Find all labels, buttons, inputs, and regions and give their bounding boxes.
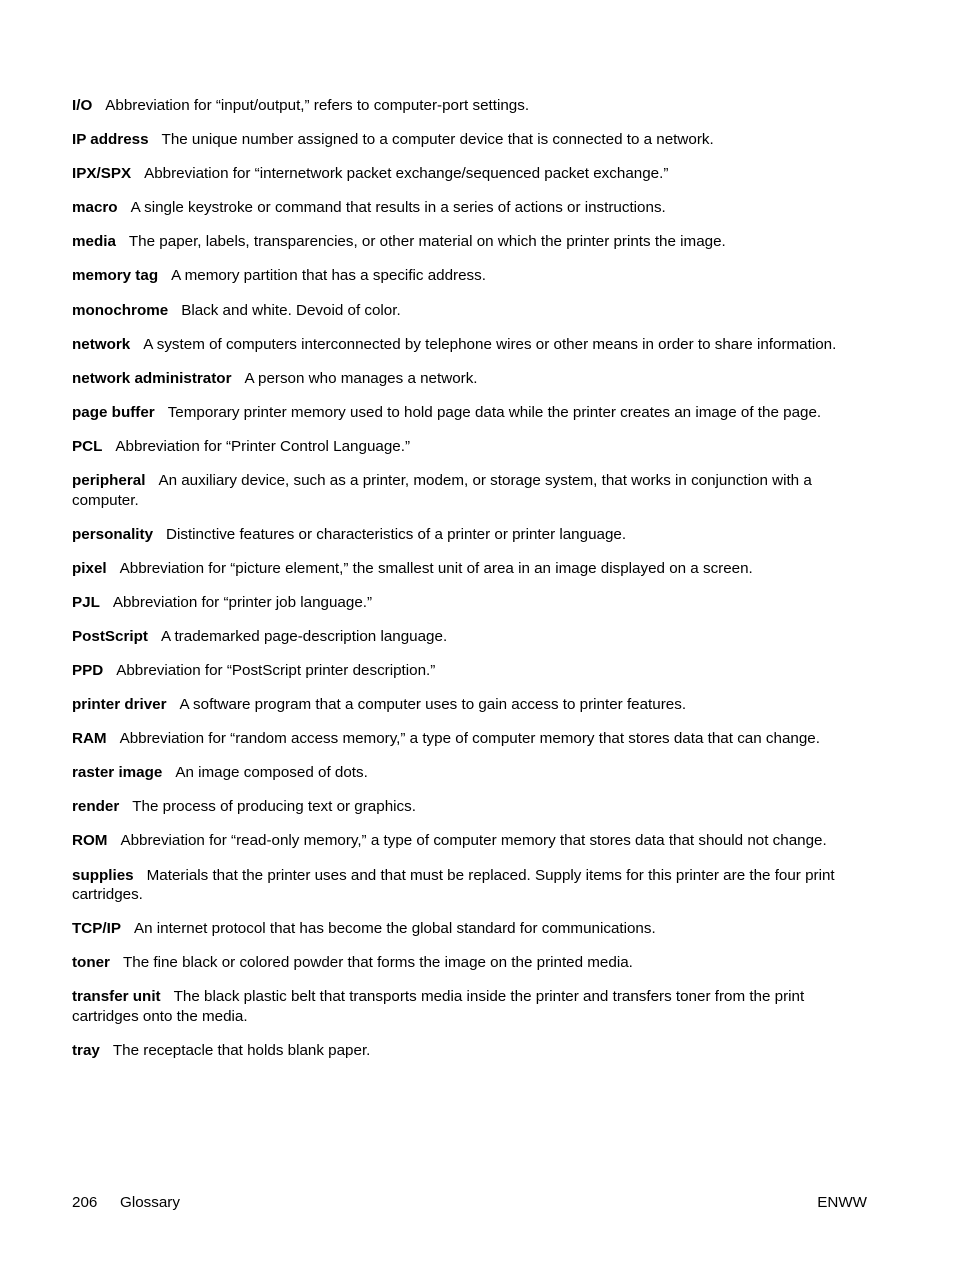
glossary-entry <box>72 831 872 851</box>
glossary-entry <box>72 797 872 817</box>
glossary-entry <box>72 866 872 905</box>
glossary-entry <box>72 164 872 184</box>
glossary-entry <box>72 661 872 681</box>
glossary-entry <box>72 695 872 715</box>
glossary-term: I/O <box>72 97 93 114</box>
glossary-entry <box>72 96 872 116</box>
glossary-definition: Abbreviation for “random access memory,” a type of computer memory that stores data that can change. <box>119 730 820 748</box>
glossary-term: raster image <box>72 764 163 782</box>
glossary-definition: The unique number assigned to a computer device that is connected to a network. <box>161 131 714 149</box>
glossary-term: IP address <box>72 131 149 149</box>
glossary-term: network administrator <box>72 369 232 387</box>
glossary-term: IPX/SPX <box>72 165 132 183</box>
glossary-definition: An internet protocol that has become the global standard for communications. <box>133 920 656 938</box>
glossary-definition: Abbreviation for “Printer Control Language.” <box>115 437 411 455</box>
glossary-definition: The process of producing text or graphics. <box>132 798 416 816</box>
glossary-entry <box>72 627 872 647</box>
glossary-entry <box>72 919 872 939</box>
glossary-term: PCL <box>72 437 103 455</box>
glossary-entry <box>72 987 872 1026</box>
glossary-definition: The black plastic belt that transports media inside the printer and transfers toner from the print cartridges onto the media. <box>72 988 805 1025</box>
glossary-definition: Black and white. Devoid of color. <box>181 301 401 319</box>
glossary-term: PJL <box>72 593 100 611</box>
glossary-definition: A system of computers interconnected by telephone wires or other means in order to share information. <box>143 335 837 353</box>
glossary-definition: Abbreviation for “internetwork packet exchange/sequenced packet exchange.” <box>144 165 669 183</box>
glossary-term: render <box>72 798 120 816</box>
glossary-definition: Abbreviation for “printer job language.” <box>112 593 373 611</box>
glossary-term: media <box>72 233 116 251</box>
glossary-term: toner <box>72 954 110 972</box>
glossary-entry <box>72 953 872 973</box>
glossary-definition: Abbreviation for “read-only memory,” a type of computer memory that stores data that should not change. <box>120 832 827 850</box>
glossary-term: printer driver <box>72 696 167 714</box>
glossary-entry <box>72 729 872 749</box>
glossary-list <box>72 96 872 1075</box>
glossary-definition: Distinctive features or characteristics of a printer or printer language. <box>166 525 627 543</box>
glossary-entry <box>72 763 872 783</box>
glossary-definition: The paper, labels, transparencies, or other material on which the printer prints the image. <box>128 233 726 251</box>
glossary-term: network <box>72 335 131 353</box>
glossary-entry <box>72 266 872 286</box>
glossary-entry <box>72 369 872 389</box>
glossary-term: page buffer <box>72 403 155 421</box>
glossary-entry <box>72 198 872 218</box>
glossary-definition: The receptacle that holds blank paper. <box>112 1041 371 1059</box>
glossary-entry <box>72 232 872 252</box>
glossary-definition: An auxiliary device, such as a printer, modem, or storage system, that works in conjunction with a computer. <box>72 472 812 509</box>
glossary-definition: Abbreviation for “picture element,” the smallest unit of area in an image displayed on a screen. <box>119 559 753 577</box>
glossary-definition: Abbreviation for “input/output,” refers to computer-port settings. <box>105 97 530 114</box>
glossary-entry <box>72 559 872 579</box>
glossary-entry <box>72 593 872 613</box>
glossary-term: peripheral <box>72 472 146 490</box>
glossary-definition: A person who manages a network. <box>244 369 478 387</box>
glossary-entry <box>72 525 872 545</box>
glossary-term: PPD <box>72 662 104 679</box>
glossary-term: macro <box>72 199 118 217</box>
glossary-definition: A software program that a computer uses to gain access to printer features. <box>179 696 687 714</box>
glossary-definition: A single keystroke or command that results in a series of actions or instructions. <box>130 199 666 217</box>
glossary-definition: Materials that the printer uses and that must be replaced. Supply items for this printer are the four print cartridges. <box>72 866 835 904</box>
glossary-term: ROM <box>72 832 108 850</box>
edition-label: ENWW <box>817 1194 867 1211</box>
glossary-entry <box>72 471 872 510</box>
glossary-entry <box>72 403 872 423</box>
glossary-entry <box>72 130 872 150</box>
glossary-term: pixel <box>72 559 107 577</box>
page-number: 206 <box>72 1194 98 1211</box>
glossary-entry <box>72 437 872 457</box>
glossary-entry <box>72 301 872 321</box>
glossary-term: transfer unit <box>72 988 161 1006</box>
glossary-definition: A memory partition that has a specific address. <box>171 267 486 285</box>
glossary-definition: The fine black or colored powder that forms the image on the printed media. <box>122 954 633 972</box>
glossary-term: personality <box>72 525 154 543</box>
glossary-term: tray <box>72 1041 100 1059</box>
section-name: Glossary <box>120 1194 180 1211</box>
glossary-definition: Abbreviation for “PostScript printer description.” <box>116 662 436 679</box>
glossary-definition: Temporary printer memory used to hold page data while the printer creates an image of the page. <box>167 403 822 421</box>
glossary-term: RAM <box>72 730 107 748</box>
glossary-entry <box>72 335 872 355</box>
glossary-definition: A trademarked page-description language. <box>160 627 448 645</box>
glossary-definition: An image composed of dots. <box>175 764 368 782</box>
glossary-term: memory tag <box>72 267 159 285</box>
glossary-term: PostScript <box>72 627 148 645</box>
glossary-term: TCP/IP <box>72 920 121 938</box>
glossary-term: monochrome <box>72 301 169 319</box>
glossary-entry <box>72 1041 872 1061</box>
glossary-term: supplies <box>72 866 134 884</box>
